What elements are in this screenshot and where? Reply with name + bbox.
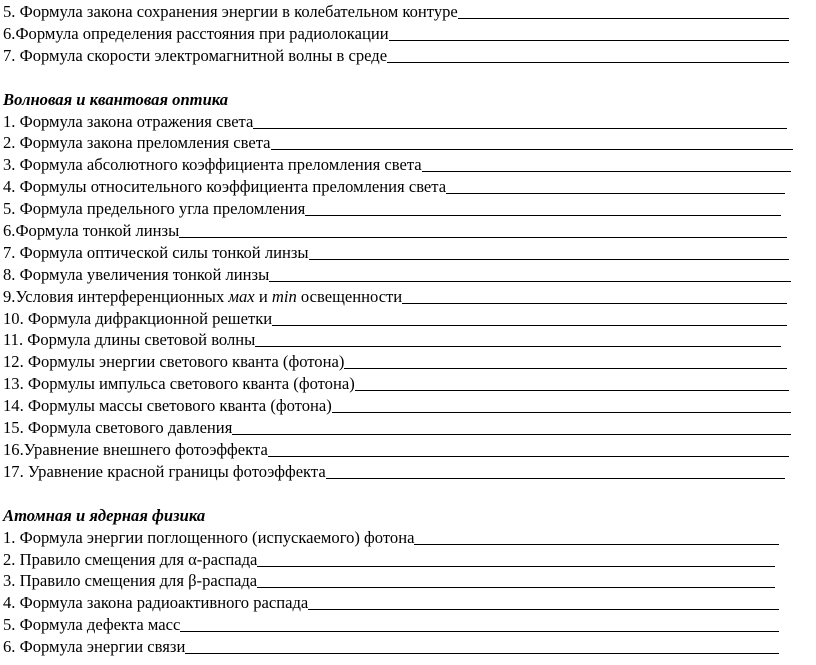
list-item [3,394,791,416]
spacer [3,482,803,504]
item-label: 13. Формулы импульса светового кванта (фотона) [3,374,355,394]
item-label: 15. Формула светового давления [3,418,233,438]
answer-line [255,346,781,347]
list-item [3,460,785,482]
item-label: 16.Уравнение внешнего фотоэффекта [3,439,268,459]
list-item [3,263,791,285]
list-item [3,416,791,438]
answer-line [458,18,789,19]
answer-line [422,171,791,172]
item-label: 8. Формула увеличения тонкой линзы [3,264,270,284]
answer-line [269,281,791,282]
section-heading-nuclear: Атомная и ядерная физика [3,505,206,525]
answer-line [305,215,781,216]
answer-line [355,390,789,391]
item-label: 11. Формула длины световой волны [3,330,256,350]
answer-line [308,609,779,610]
answer-line [253,128,787,129]
answer-line [271,149,793,150]
answer-line [309,259,789,260]
answer-line [326,478,785,479]
answer-line [257,566,775,567]
list-item [3,613,779,635]
list-item [3,635,779,657]
list-item [3,372,789,394]
list-item [3,0,789,22]
answer-line [344,368,787,369]
answer-line [257,587,775,588]
list-item [3,175,785,197]
item-label: 6. Формула энергии связи [3,637,186,657]
item-label: 4. Формула закона радиоактивного распада [3,593,309,613]
item-label: 5. Формула предельного угла преломления [3,199,306,219]
item-label: 7. Формула оптической силы тонкой линзы [3,242,309,262]
item-label: 10. Формула дифракционной решетки [3,308,273,328]
item-label: 17. Уравнение красной границы фотоэффекта [3,461,326,481]
answer-line [179,237,787,238]
answer-line [402,303,787,304]
item-label: 6.Формула тонкой линзы [3,221,180,241]
item-tail: освещенности [296,286,403,306]
answer-line [232,434,791,435]
list-item [3,570,775,592]
list-item [3,548,775,570]
list-item [3,132,793,154]
answer-line [446,193,785,194]
item-label: 3. Правило смещения для β-распада [3,571,258,591]
list-item [3,219,787,241]
item-label [3,287,402,307]
answer-line [185,653,779,654]
list-item [3,197,781,219]
item-label: 7. Формула скорости электромагнитной волны в среде [3,45,388,65]
item-label: 4. Формулы относительного коэффициента преломления света [3,177,447,197]
list-item [3,44,789,66]
list-item [3,350,787,372]
answer-line [180,631,779,632]
answer-line [387,62,789,63]
item-label: 6.Формула определения расстояния при радиолокации [3,23,389,43]
answer-line [389,40,789,41]
min-word: min [271,286,297,306]
answer-line [268,456,789,457]
section-heading-optics: Волновая и квантовая оптика [3,89,229,109]
list-item [3,526,779,548]
answer-line [272,325,787,326]
max-word: мах [228,286,255,306]
item-label: 1. Формула энергии поглощенного (испускаемого) фотона [3,527,415,547]
list-item [3,153,791,175]
list-item [3,285,787,307]
answer-line [332,412,791,413]
list-item [3,329,781,351]
list-item [3,591,779,613]
list-item [3,22,789,44]
item-label: 5. Формула закона сохранения энергии в колебательном контуре [3,1,458,21]
list-item [3,241,789,263]
item-label: 2. Формула закона преломления света [3,133,271,153]
spacer [3,66,803,88]
item-label: 5. Формула дефекта масс [3,615,181,635]
item-label: 2. Правило смещения для α-распада [3,549,258,569]
and-word: и [254,286,272,306]
item-label: 1. Формула закона отражения света [3,111,254,131]
item-label: 12. Формулы энергии светового кванта (фотона) [3,352,345,372]
answer-line [414,544,779,545]
item-label: 3. Формула абсолютного коэффициента преломления света [3,155,422,175]
list-item [3,438,789,460]
item-label: 14. Формулы массы светового кванта (фотона) [3,396,332,416]
list-item [3,307,787,329]
item-label-text: 9.Условия интерференционных [3,286,225,306]
worksheet-page [3,0,803,657]
list-item [3,110,787,132]
